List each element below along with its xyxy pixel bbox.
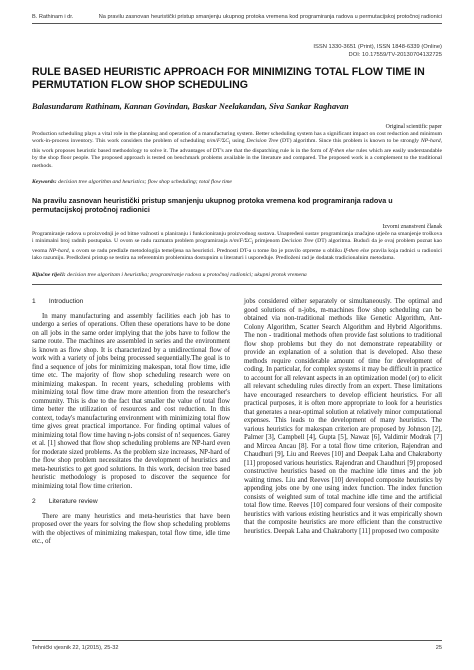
paper-type-label: Original scientific paper: [385, 124, 442, 130]
keywords-english: [32, 179, 442, 186]
page-number: 25: [435, 645, 442, 651]
abstract-rule: [32, 284, 442, 285]
left-column: [32, 298, 230, 547]
right-column: [244, 298, 442, 536]
doi-line: DOI: 10.17559/TV-20130704132725: [348, 52, 442, 58]
abstract-croatian: [32, 231, 442, 263]
keywords-text: decision tree algorithm and heuristics; flow shop scheduling; total flow time: [58, 179, 232, 185]
croatian-paper-type: Izvorni znanstveni članak: [382, 224, 442, 230]
keywords-hr-label: Ključne riječi:: [32, 272, 66, 278]
abstract-english: [32, 131, 442, 170]
journal-citation: Tehnički vjesnik 22, 1(2015), 25-32: [32, 645, 119, 651]
footer-rule: [32, 640, 442, 641]
issn-block: [313, 43, 442, 59]
keywords-label: Keywords:: [32, 179, 57, 185]
author-list: Balasundaram Rathinam, Kannan Govindan, Baskar Neelakandan, Siva Sankar Raghavan: [32, 102, 349, 111]
running-header-author: B. Rathinam i dr.: [32, 14, 74, 20]
issn-line: ISSN 1330-3651 (Print), ISSN 1848-6339 (Online): [313, 44, 442, 50]
right-column-paragraph: jobs considered either separately or simultaneously. The optimal and good solutions of n-jobs, m-machines flow shop scheduling can be obtained via non-traditional methods like Genetic Algorithm, Ant-Colony Algorithm, Scatter Search Algorithm and Hybrid Algorithms. The non - traditional methods often provide fast solutions to traditional flow shop problems but they do not demonstrate repeatability or provide an explanation of a solution that is developed. Also these methods require considerable amount of time for development of coding. In particular, for complex systems it may be difficult in practice to account for all relevant aspects in an optimization model (or) to elicit all relevant scheduling rules directly from an expert. These limitations have encouraged researchers to develop efficient heuristics. For all practical purposes, it is often more appropriate to look for a heuristics that generates a near-optimal solution at relatively minor computational expenses. This leads to the development of many heuristics. The various heuristics for makespan criterion are proposed by Johnson [2], Palmer [3], Campbell [4], Gupta [5], Nawaz [6], Valdimir Modrak [7] and Mircea Ancau [8]. For a total flow time criterion, Rajendran and Chaudhuri [9], Liu and Reeves [10] and Deepak Laha and Chakraborty [11] proposed various heuristics. Rajendran and Chaudhuri [9] proposed constructive heuristics based on the machine idle times and the job waiting times. Liu and Reeves [10] developed composite heuristics by appending jobs one by one using index function. The index function consists of weighted sum of total machine idle time and the artificial total flow time. Reeves [10] compared four versions of their composite heuristics with various existing heuristics and it was empirically shown that the composite heuristics are more efficient than the constructive heuristics. Deepak Laha and Chakraborty [11] proposed two composite: [244, 298, 442, 535]
section-1-heading: 1 Introduction: [32, 298, 84, 305]
abstract-croatian-text: Programiranje radova u proizvodnji je od bitne važnosti u planiranju i funkcioniranju proizvodnog sustava. Unapređeni sustav programiranja značajno utječe na smanjenje troškova i minimalni broj radnih postupaka. U ovom se radu razmatra problem programiranja $n/m/F/\Sigma C_i$ primjenom Decision Tree (DT) algoritma. Budući da je ovaj problem poznat kao veoma NP-hard, u ovom se radu predlaže metodologija temeljena na heuristici. Prednosti DT-a u tome što je pravilo otpreme u obliku If-then else pravila koja radnici u radionici lako razumiju. Predloženi pristup se testira na referentnim problemima dostupnim u literaturi i uspoređuje. Predloženi rad je dodatak tradicionalnim metodama.: [32, 231, 442, 262]
abstract-english-text: Production scheduling plays a vital role in the planning and operation of a manufacturing system. Better scheduling system has a significant impact on cost reduction and minimum work-in-process inventory. This work considers the problem of scheduling $n/m/F/\Sigma C_i$ using Decision Tree (DT) algorithm. Since this problem is known to be strongly NP-hard, this work proposes heuristic based methodology to solve it. The advantages of DT's are that the dispatching rule is in the form of If-then else rules which are easily understandable by the shop floor people. The proposed approach is tested on benchmark problems available in the literature and compared. The proposed work is a complement to the traditional methods.: [32, 131, 442, 169]
header-rule: [32, 23, 442, 24]
section-2-paragraph: There are many heuristics and meta-heuristics that have been proposed over the years for solving the flow shop scheduling problems with the objectives of minimizing makespan, total flow time, idle time etc., of: [32, 512, 230, 545]
keywords-hr-text: decision tree algoritam i heuristika; programiranje radova u protočnoj radionici; ukupni protok vremena: [67, 272, 307, 278]
paper-title: RULE BASED HEURISTIC APPROACH FOR MINIMIZING TOTAL FLOW TIME IN PERMUTATION FLOW SHOP SCHEDULING: [32, 66, 425, 91]
section-1-paragraph: In many manufacturing and assembly facilities each job has to undergo a series of operations. Often these operations have to be done on all jobs in the same order implying that the jobs have to follow the same route. The machines are assembled in series and the environment is known as flow shop. It is characterized by a unidirectional flow of work with a variety of jobs being processed sequentially.The goal is to find a sequence of jobs for minimizing makespan, total flow time, idle time etc. The majority of flow shop scheduling research were on minimizing makespan. In recent years, scheduling problems with minimizing total flow time draw more attention from the researcher's community. This is due to the fact that smaller the value of total flow time better the utilization of resources and cost reduction. In this context, today's manufacturing environment with minimizing total flow time gives great practical importance. For finding optimal values of minimizing total flow time having n-jobs consist of n! sequences. Garey et al. [1] showed that flow shop scheduling problems are NP-hard even for moderate sized problems. As the problem size increases, NP-hard of the flow shop problem necessitates the development of heuristics and meta-heuristics to get good solutions. In this work, decision tree based heuristic methodology is proposed to discover the sequence for minimizing total flow time criterion.: [32, 312, 230, 490]
keywords-croatian: [32, 272, 442, 279]
section-2-heading: 2 Literature review: [32, 498, 98, 505]
running-header-title: Na pravilu zasnovan heuristički pristup smanjenju ukupnog protoka vremena kod programiranja radova u permutacijskoj protočnoj radionici: [98, 14, 442, 20]
croatian-title: Na pravilu zasnovan heuristički pristup smanjenju ukupnog protoka vremena kod programiranja radova u permutacijskoj protočnoj radionici: [32, 196, 393, 215]
